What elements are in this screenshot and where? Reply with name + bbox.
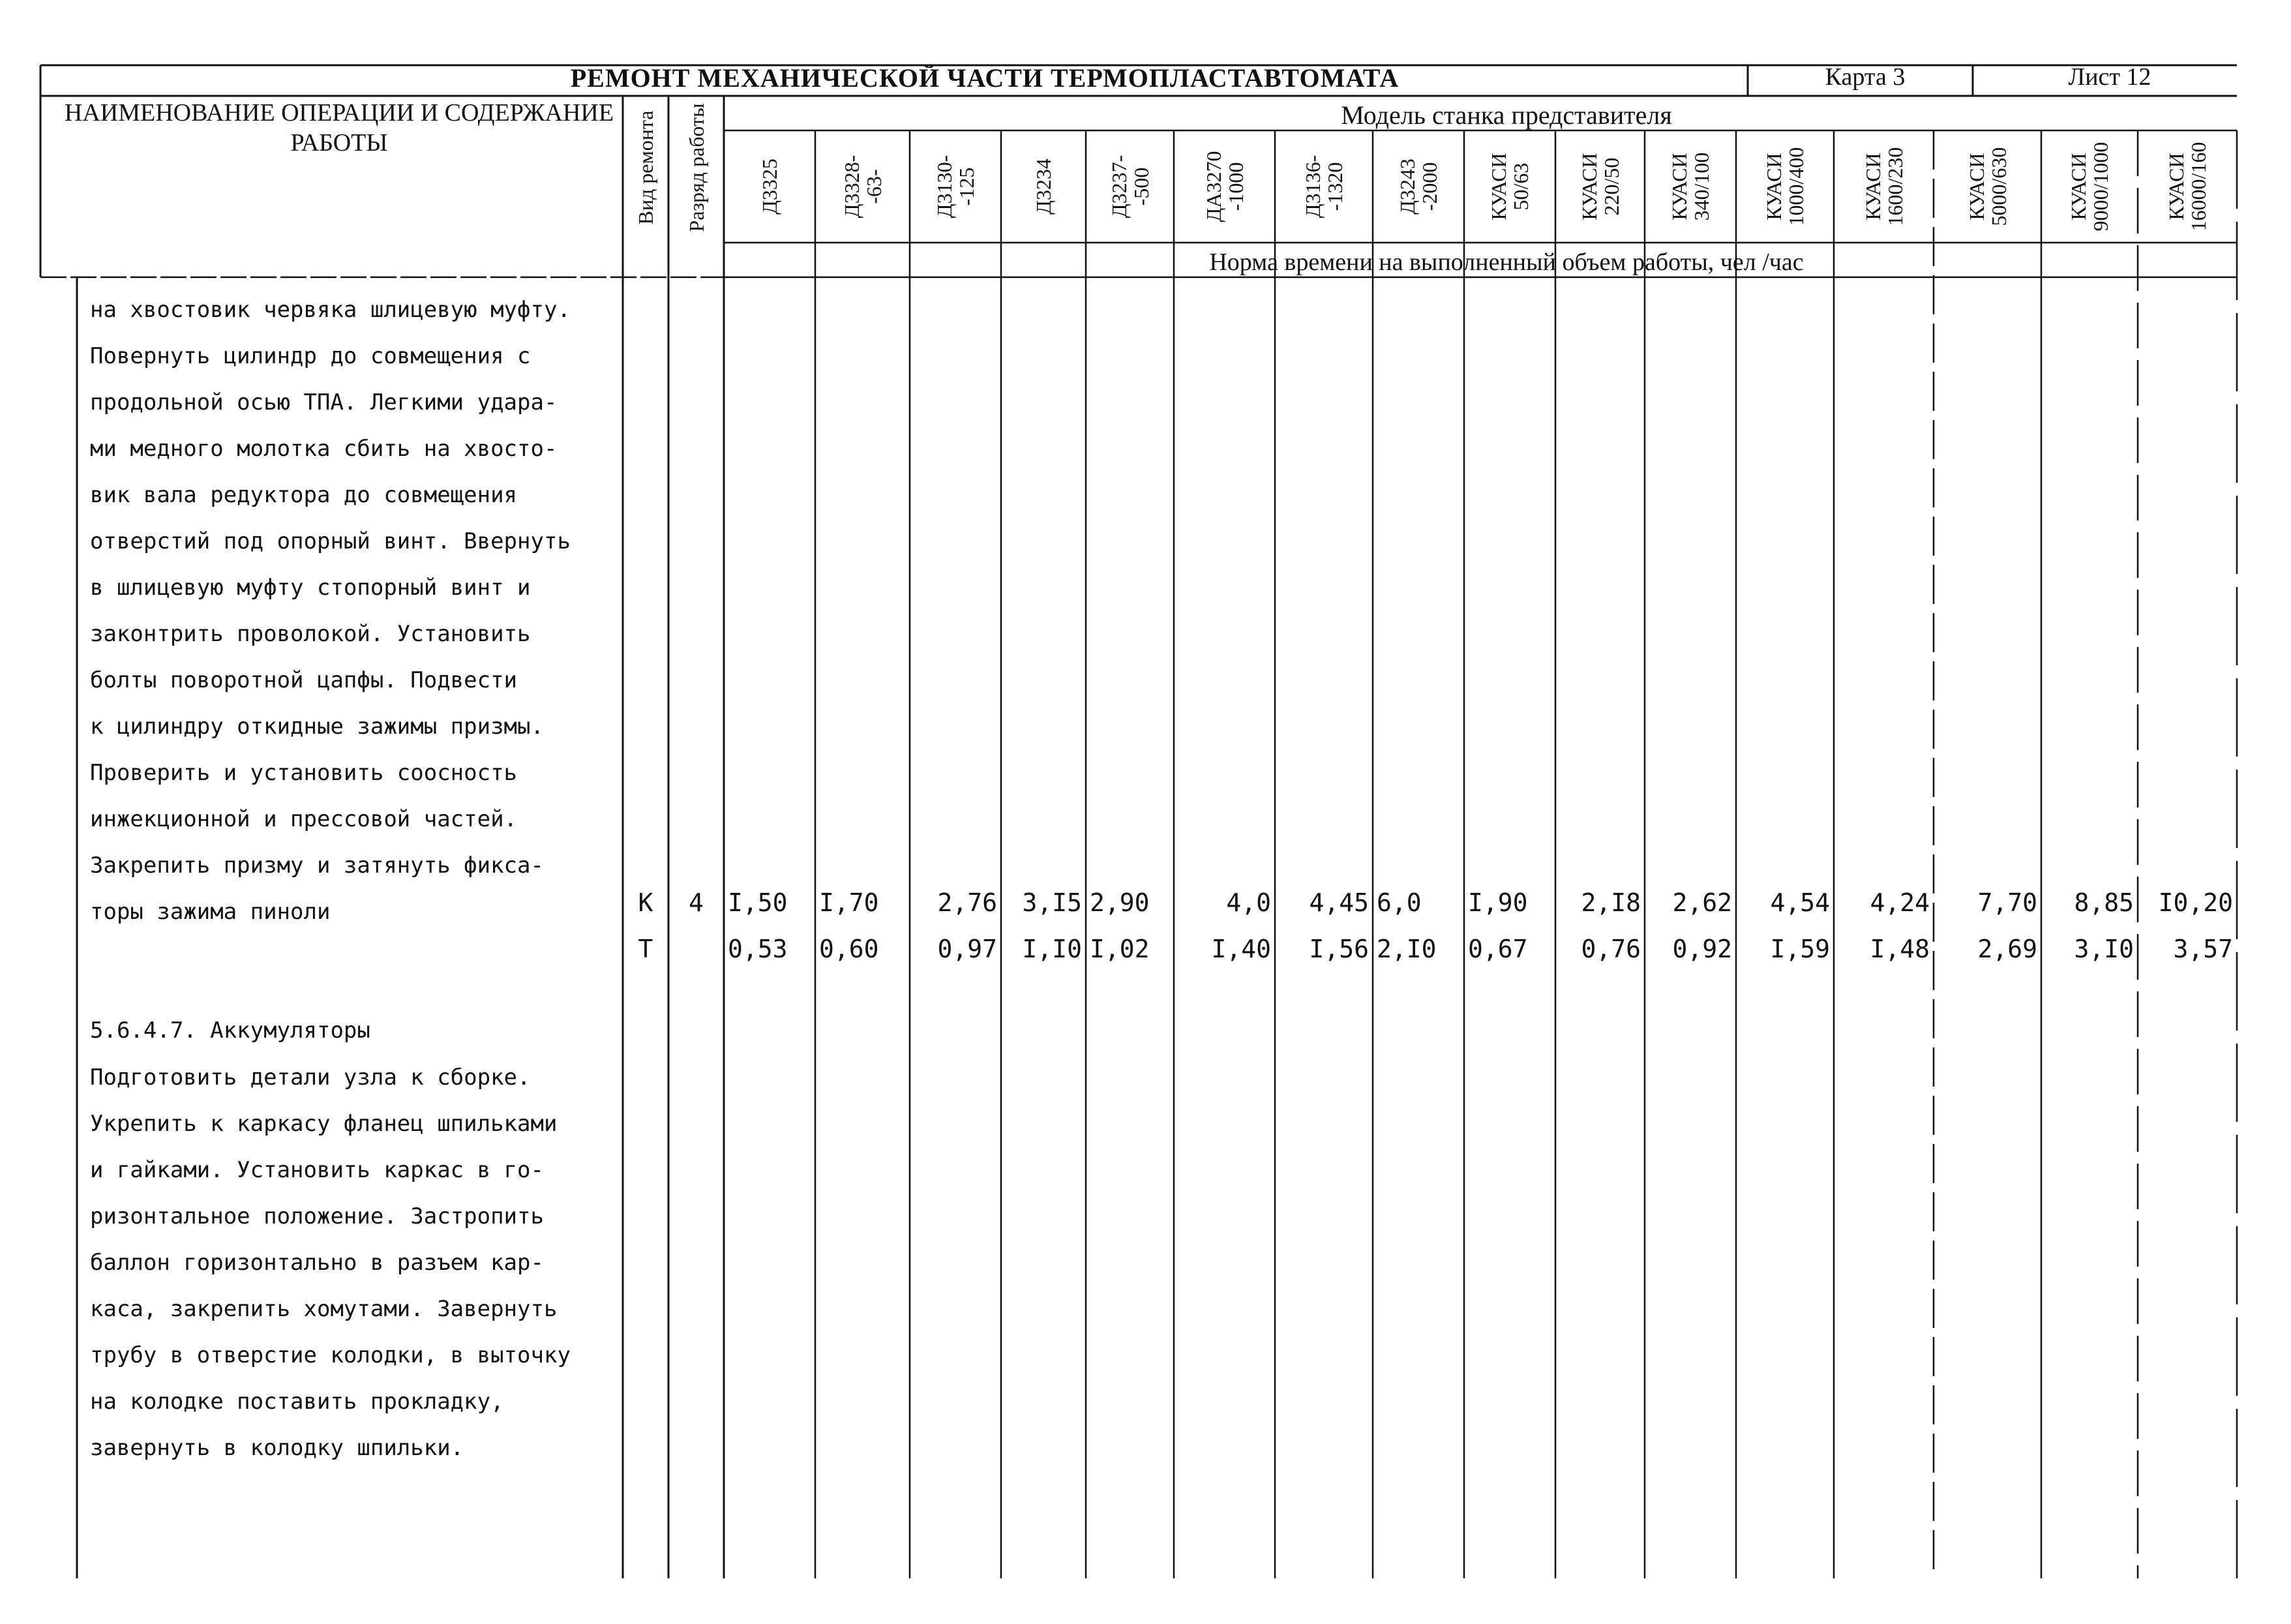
model-header-line2: 5000/630 [1986,147,2011,226]
text-line: продольной осью ТПА. Легкими удара- [90,389,558,415]
model-header-cell [839,134,886,239]
text-line: Подготовить детали узла к сборке. [90,1064,531,1090]
repair-type-cell: К [638,888,653,917]
text-line: вик вала редуктора до совмещения [90,482,518,508]
model-header-line1: КУАСИ [2164,153,2188,220]
text-line: и гайками. Установить каркас в го- [90,1157,544,1183]
model-header-cell [1107,134,1154,239]
model-header-line2: -2000 [1418,162,1441,211]
text-line: ризонтальное положение. Застропить [90,1203,544,1229]
norm-value-cell: 2,90 [1090,888,1150,917]
text-line: Проверить и установить соосность [90,760,518,786]
norm-value-cell: 7,70 [1977,888,2037,917]
model-header-line1: КУАСИ [1762,153,1786,220]
norm-value-cell: I0,20 [2158,888,2233,917]
norm-caption: Норма времени на выполненный объем работы, чел /час [1209,248,1804,276]
text-line: на хвостовик червяка шлицевую муфту. [90,297,571,323]
text-line: Закрепить призму и затянуть фикса- [90,852,544,879]
model-group-header: Модель станка представителя [1341,100,1672,130]
norm-value-cell: I,48 [1870,935,1930,963]
model-header-cell [1761,134,1808,239]
model-header-cell [1201,134,1248,239]
model-header-cell [1486,134,1533,239]
model-header-cell [1395,134,1442,239]
model-header-cell [1577,134,1624,239]
text-line: к цилиндру откидные зажимы призмы. [90,714,544,740]
norm-value-cell: I,90 [1468,888,1528,917]
text-line: завернуть в колодку шпильки. [90,1435,464,1461]
model-header-line2: 220/50 [1599,157,1623,216]
text-line: болты поворотной цапфы. Подвести [90,667,518,693]
model-header-line2: -1320 [1323,162,1347,211]
text-line: торы зажима пиноли [90,899,331,925]
model-header-cell [1964,134,2011,239]
norm-value-cell: I,56 [1309,935,1369,963]
model-header-line1: КУАСИ [2067,153,2090,220]
text-line: каса, закрепить хомутами. Завернуть [90,1296,558,1322]
model-header-line2: -1000 [1223,162,1248,211]
norm-value-cell: I,02 [1090,935,1150,963]
norm-value-cell: 3,I5 [1022,888,1082,917]
model-header-line2: 16000/160 [2187,142,2210,232]
norm-value-cell: 0,60 [819,935,879,963]
norm-value-cell: 2,76 [937,888,997,917]
model-header-line2: 9000/1000 [2089,142,2112,232]
norm-value-cell: 8,85 [2074,888,2134,917]
sheet-number: Лист 12 [2068,63,2151,91]
model-header-cell [2164,134,2211,239]
model-header-line1: КУАСИ [1577,153,1601,220]
text-line: Повернуть цилиндр до совмещения с [90,343,531,369]
model-header-line2: 50/63 [1509,162,1533,211]
model-header-line1: Д3243 [1396,158,1419,215]
model-header-line1: КУАСИ [1487,153,1510,220]
work-grade-cell: 4 [689,888,704,917]
norm-value-cell: 0,92 [1672,935,1732,963]
norm-value-cell: 2,I8 [1581,888,1641,917]
model-header-line2: -125 [955,167,978,206]
model-header-cell [1667,134,1714,239]
norm-value-cell: I,I0 [1022,935,1082,963]
repair-type-cell: Т [638,935,653,963]
model-header-line2: 1600/230 [1883,147,1907,226]
text-line: в шлицевую муфту стопорный винт и [90,575,531,601]
norm-value-cell: 4,45 [1309,888,1369,917]
document-title: РЕМОНТ МЕХАНИЧЕСКОЙ ЧАСТИ ТЕРМОПЛАСТАВТОМАТА [570,63,1400,93]
model-header-line2: -63- [861,169,886,204]
norm-value-cell: 3,I0 [2074,935,2134,963]
model-header-cell [1020,134,1067,239]
model-header-line1: Д3328- [839,155,863,218]
card-number: Карта 3 [1825,63,1906,91]
text-line: трубу в отверстие колодки, в выточку [90,1342,571,1368]
model-header-line1: ДА3270 [1201,151,1225,222]
norm-value-cell: 4,54 [1770,888,1830,917]
norm-value-cell: 2,I0 [1377,935,1437,963]
text-line: законтрить проволокой. Установить [90,621,531,647]
model-header-line1: КУАСИ [1668,153,1691,220]
norm-value-cell: I,50 [728,888,788,917]
text-line: отверстий под опорный винт. Ввернуть [90,528,571,554]
work-grade-header: Разряд работы [685,103,708,232]
model-header-cell [1861,134,1908,239]
text-line: ми медного молотка сбить на хвосто- [90,436,558,462]
norm-value-cell: 4,24 [1870,888,1930,917]
model-header-cell [2066,134,2113,239]
model-header-cell [746,134,793,239]
model-header-cell [1300,134,1347,239]
norm-value-cell: 3,57 [2173,935,2233,963]
model-header-line2: 340/100 [1690,152,1713,221]
norm-value-cell: 2,69 [1977,935,2037,963]
text-line: баллон горизонтально в разъем кар- [90,1250,544,1276]
text-line: Укрепить к каркасу фланец шпильками [90,1111,558,1137]
model-header-line1: Д3237- [1107,155,1131,218]
norm-value-cell: 4,0 [1226,888,1271,917]
norm-value-cell: 0,76 [1581,935,1641,963]
model-header-line2: 1000/400 [1784,147,1808,226]
model-header-line1: Д3325 [758,158,781,215]
norm-value-cell: 0,97 [937,935,997,963]
operation-name-header: НАИМЕНОВАНИЕ ОПЕРАЦИИ И СОДЕРЖАНИЕ РАБОТЫ [64,99,614,157]
norm-value-cell: 2,62 [1672,888,1732,917]
norm-value-cell: I,59 [1770,935,1830,963]
model-header-line1: КУАСИ [1964,153,1988,220]
norm-value-cell: 0,53 [728,935,788,963]
section2-heading: 5.6.4.7. Аккумуляторы [90,1017,370,1044]
norm-value-cell: I,40 [1211,935,1271,963]
model-header-line2: -500 [1129,167,1153,206]
norm-value-cell: I,70 [819,888,879,917]
model-header-line1: Д3130- [933,155,956,218]
model-header-line1: Д3136- [1301,155,1325,218]
model-header-line1: Д3234 [1032,158,1055,215]
model-header-line1: КУАСИ [1861,153,1885,220]
model-header-cell [932,134,979,239]
text-line: на колодке поставить прокладку, [90,1389,504,1415]
text-line: инжекционной и прессовой частей. [90,806,518,832]
norm-value-cell: 0,67 [1468,935,1528,963]
repair-type-header: Вид ремонта [634,110,657,225]
norm-value-cell: 6,0 [1377,888,1422,917]
